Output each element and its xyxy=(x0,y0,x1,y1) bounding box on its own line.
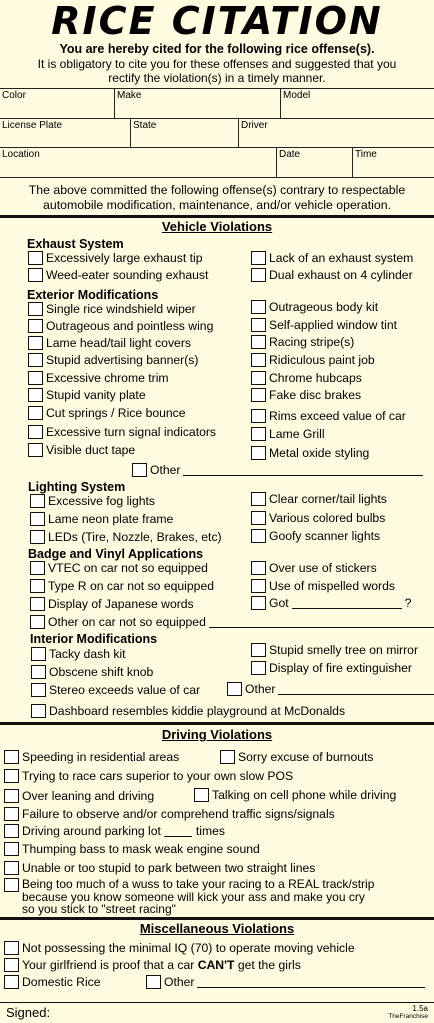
checkbox[interactable] xyxy=(28,388,43,402)
checkbox-item[interactable]: Talking on cell phone while driving xyxy=(194,788,396,802)
checkbox[interactable] xyxy=(28,353,43,367)
divider xyxy=(0,722,434,725)
checkbox[interactable] xyxy=(251,335,266,349)
checkbox[interactable] xyxy=(251,579,266,593)
checkbox[interactable] xyxy=(4,769,19,783)
misc-violations-title: Miscellaneous Violations xyxy=(139,921,295,936)
misc-other-item[interactable]: Other xyxy=(146,975,425,989)
checkbox[interactable] xyxy=(251,643,266,657)
checkbox[interactable] xyxy=(30,615,45,629)
checkbox-item[interactable]: Use of mispelled words xyxy=(251,579,395,593)
divider xyxy=(0,215,434,218)
checkbox[interactable] xyxy=(30,494,45,508)
checkbox[interactable] xyxy=(28,268,43,282)
checkbox[interactable] xyxy=(4,941,19,955)
checkbox-item[interactable]: VTEC on car not so equipped xyxy=(30,561,208,575)
checkbox[interactable] xyxy=(4,861,19,875)
checkbox-item[interactable]: Stupid advertising banner(s) xyxy=(28,353,198,367)
other-blank-line[interactable] xyxy=(278,683,434,695)
checkbox[interactable] xyxy=(146,975,161,989)
checkbox[interactable] xyxy=(4,842,19,856)
checkbox-item[interactable]: Dashboard resembles kiddie playground at McDonalds xyxy=(31,704,345,718)
checkbox[interactable] xyxy=(31,647,46,661)
checkbox[interactable] xyxy=(31,665,46,679)
state-field[interactable]: State xyxy=(130,119,238,147)
checkbox-item[interactable]: Domestic Rice xyxy=(4,975,101,989)
checkbox[interactable] xyxy=(28,251,43,265)
checkbox-item[interactable]: Your girlfriend is proof that a car CAN'T get the girls xyxy=(4,958,301,972)
make-field[interactable]: Make xyxy=(114,89,280,118)
checkbox[interactable] xyxy=(4,824,19,838)
checkbox[interactable] xyxy=(251,561,266,575)
checkbox[interactable] xyxy=(194,788,209,802)
version-info: 1.5a TheFranchise xyxy=(388,1004,428,1020)
checkbox-item[interactable]: Trying to race cars superior to your own slow POS xyxy=(4,769,293,783)
checkbox-item[interactable]: Driving around parking lot times xyxy=(4,824,225,838)
field-row-2 xyxy=(0,119,434,148)
checkbox[interactable] xyxy=(31,704,46,718)
checkbox[interactable] xyxy=(4,750,19,764)
field-row-1 xyxy=(0,88,434,119)
lighting-heading: Lighting System xyxy=(28,480,126,494)
checkbox[interactable] xyxy=(251,596,266,610)
checkbox-item[interactable]: Various colored bulbs xyxy=(251,511,385,525)
checkbox[interactable] xyxy=(251,511,266,525)
other-blank-line[interactable] xyxy=(209,616,434,628)
checkbox-item[interactable]: Being too much of a wuss to take your racing to a REAL track/strip because you know someone will kick your ass and make you cry so you stick to "street racing" xyxy=(4,878,374,916)
checkbox[interactable] xyxy=(28,336,43,350)
exterior-other-item[interactable]: Other xyxy=(132,463,423,477)
checkbox-item[interactable]: Racing stripe(s) xyxy=(251,335,354,349)
checkbox-item[interactable]: Over leaning and driving xyxy=(4,789,154,803)
checkbox[interactable] xyxy=(4,975,19,989)
checkbox[interactable] xyxy=(251,388,266,402)
vehicle-violations-title: Vehicle Violations xyxy=(161,219,273,234)
driver-field[interactable]: Driver xyxy=(238,119,434,147)
checkbox-item[interactable]: Self-applied window tint xyxy=(251,318,397,332)
checkbox-item[interactable]: Lame Grill xyxy=(251,427,325,441)
checkbox-item[interactable]: Excessive fog lights xyxy=(30,494,155,508)
checkbox-item[interactable]: Over use of stickers xyxy=(251,561,377,575)
subtitle: You are hereby cited for the following rice offense(s). xyxy=(59,42,375,56)
checkbox[interactable] xyxy=(28,406,43,420)
checkbox-item[interactable]: Speeding in residential areas xyxy=(4,750,179,764)
checkbox-item[interactable]: LEDs (Tire, Nozzle, Brakes, etc) xyxy=(30,530,222,544)
checkbox[interactable] xyxy=(220,750,235,764)
signed-label: Signed: xyxy=(6,1005,51,1020)
checkbox-item[interactable]: Stupid vanity plate xyxy=(28,388,146,402)
interior-heading: Interior Modifications xyxy=(30,632,158,646)
checkbox[interactable] xyxy=(4,958,19,972)
checkbox-item[interactable]: Failure to observe and/or comprehend traffic signs/signals xyxy=(4,807,335,821)
checkbox-item[interactable]: Got ? xyxy=(251,596,411,610)
checkbox-item[interactable]: Display of Japanese words xyxy=(30,597,194,611)
checkbox[interactable] xyxy=(28,371,43,385)
checkbox-item[interactable]: Excessive turn signal indicators xyxy=(28,425,216,439)
checkbox[interactable] xyxy=(251,529,266,543)
exhaust-heading: Exhaust System xyxy=(27,237,124,251)
badge-heading: Badge and Vinyl Applications xyxy=(28,547,204,561)
other-blank-line[interactable] xyxy=(197,976,425,988)
times-blank-line[interactable] xyxy=(164,825,192,837)
checkbox-item[interactable]: Lack of an exhaust system xyxy=(251,251,413,265)
checkbox[interactable] xyxy=(251,446,266,460)
checkbox[interactable] xyxy=(251,318,266,332)
checkbox[interactable] xyxy=(28,302,43,316)
checkbox-item[interactable]: Type R on car not so equipped xyxy=(30,579,214,593)
checkbox-item[interactable]: Rims exceed value of car xyxy=(251,409,406,423)
checkbox[interactable] xyxy=(31,683,46,697)
checkbox[interactable] xyxy=(251,251,266,265)
checkbox-item[interactable]: Goofy scanner lights xyxy=(251,529,380,543)
checkbox[interactable] xyxy=(251,492,266,506)
checkbox[interactable] xyxy=(28,319,43,333)
checkbox-item[interactable]: Not possessing the minimal IQ (70) to operate moving vehicle xyxy=(4,941,355,955)
checkbox[interactable] xyxy=(251,409,266,423)
checkbox[interactable] xyxy=(251,661,266,675)
checkbox[interactable] xyxy=(251,268,266,282)
checkbox-item[interactable]: Sorry excuse of burnouts xyxy=(220,750,374,764)
checkbox[interactable] xyxy=(30,530,45,544)
checkbox-item[interactable]: Fake disc brakes xyxy=(251,388,361,402)
exterior-heading: Exterior Modifications xyxy=(27,288,159,302)
checkbox[interactable] xyxy=(227,682,242,696)
note: It is obligatory to cite you for these offenses and suggested that you rectify the violation(s) in a timely manner. xyxy=(37,57,397,85)
got-blank-line[interactable] xyxy=(292,597,402,609)
checkbox-item[interactable]: Lame neon plate frame xyxy=(30,512,173,526)
checkbox-item[interactable]: Dual exhaust on 4 cylinder xyxy=(251,268,413,282)
checkbox-item[interactable]: Lame head/tail light covers xyxy=(28,336,191,350)
checkbox[interactable] xyxy=(251,300,266,314)
checkbox-item[interactable]: Excessively large exhaust tip xyxy=(28,251,202,265)
checkbox-item[interactable]: Other on car not so equipped xyxy=(30,615,434,629)
checkbox[interactable] xyxy=(30,597,45,611)
checkbox-item[interactable]: Ridiculous paint job xyxy=(251,353,375,367)
interior-other-item[interactable]: Other xyxy=(227,682,434,696)
checkbox[interactable] xyxy=(4,878,19,892)
intro-text: The above committed the following offense(s) contrary to respectable automobile modification, maintenance, and/or vehicle operation. xyxy=(28,183,406,212)
checkbox-item[interactable]: Chrome hubcaps xyxy=(251,371,362,385)
checkbox[interactable] xyxy=(132,463,147,477)
checkbox[interactable] xyxy=(30,512,45,526)
divider xyxy=(0,917,434,920)
checkbox-item[interactable]: Weed-eater sounding exhaust xyxy=(28,268,208,282)
model-field[interactable]: Model xyxy=(280,89,434,118)
checkbox[interactable] xyxy=(30,579,45,593)
time-field[interactable]: Time xyxy=(352,148,434,177)
checkbox[interactable] xyxy=(30,561,45,575)
checkbox[interactable] xyxy=(251,371,266,385)
checkbox[interactable] xyxy=(251,427,266,441)
color-field[interactable]: Color xyxy=(2,90,26,101)
checkbox-item[interactable]: Display of fire extinguisher xyxy=(251,661,412,675)
checkbox-item[interactable]: Outrageous and pointless wing xyxy=(28,319,213,333)
checkbox[interactable] xyxy=(251,353,266,367)
checkbox-item[interactable]: Tacky dash kit xyxy=(31,647,126,661)
divider xyxy=(0,1002,434,1003)
checkbox-item[interactable]: Obscene shift knob xyxy=(31,665,153,679)
page-title: RICE CITATION xyxy=(51,0,383,43)
checkbox[interactable] xyxy=(28,425,43,439)
checkbox-item[interactable]: Stupid smelly tree on mirror xyxy=(251,643,418,657)
field-row-3 xyxy=(0,148,434,178)
checkbox-item[interactable]: Metal oxide styling xyxy=(251,446,369,460)
checkbox-item[interactable]: Unable or too stupid to park between two straight lines xyxy=(4,861,315,875)
checkbox-item[interactable]: Visible duct tape xyxy=(28,443,135,457)
other-blank-line[interactable] xyxy=(183,464,423,476)
checkbox-item[interactable]: Stereo exceeds value of car xyxy=(31,683,200,697)
checkbox-item[interactable]: Clear corner/tail lights xyxy=(251,492,387,506)
checkbox-item[interactable]: Outrageous body kit xyxy=(251,300,378,314)
date-field[interactable]: Date xyxy=(276,148,352,177)
checkbox[interactable] xyxy=(4,789,19,803)
checkbox-item[interactable]: Cut springs / Rice bounce xyxy=(28,406,186,420)
checkbox-item[interactable]: Thumping bass to mask weak engine sound xyxy=(4,842,260,856)
driving-violations-title: Driving Violations xyxy=(161,727,273,742)
checkbox[interactable] xyxy=(28,443,43,457)
license-plate-field[interactable]: License Plate xyxy=(2,120,63,131)
checkbox-item[interactable]: Single rice windshield wiper xyxy=(28,302,196,316)
checkbox[interactable] xyxy=(4,807,19,821)
location-field[interactable]: Location xyxy=(2,149,40,160)
checkbox-item[interactable]: Excessive chrome trim xyxy=(28,371,169,385)
